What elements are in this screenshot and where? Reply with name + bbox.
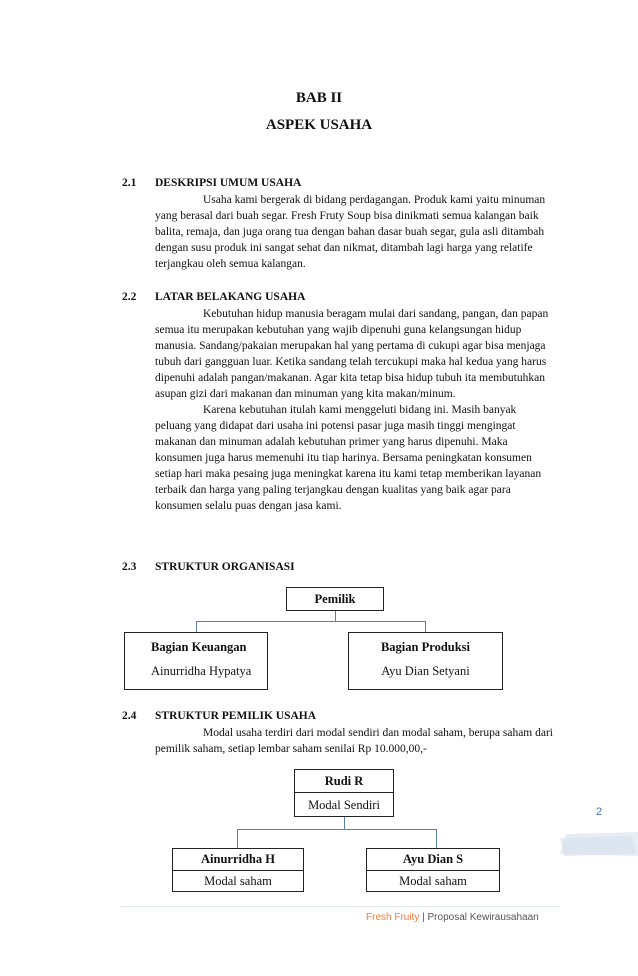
org-production-box — [348, 632, 503, 690]
section-title-description: DESKRIPSI UMUM USAHA — [155, 177, 302, 189]
paragraph: Kebutuhan hidup manusia beragam mulai dari sandang, pangan, dan papan semua itu merupakan kebutuhan yang wajib dipenuhi guna kelangsungan hidup manusia. Sandang/pakaian merupakan hal yang pertama di cukupi agar bisa menjaga tubuh dari gangguan luar. Ketika sandang telah tercukupi maka hal kedua yang harus dipenuhi adalah pangan/makanan. Agar kita tetap bisa hidup tubuh ita membutuhkan asupan gizi dari makanan dan minuman yang kita makan/minum. — [155, 308, 549, 400]
section-description-body — [155, 192, 555, 272]
owner-right-capital: Modal saham — [399, 874, 467, 888]
connector — [196, 621, 426, 622]
connector — [344, 817, 345, 829]
footer-divider — [120, 906, 560, 907]
owner-top-name: Rudi R — [295, 770, 393, 793]
org-finance-name: Ainurridha Hypatya — [151, 664, 252, 678]
connector — [237, 829, 437, 830]
owner-left-box — [172, 848, 304, 892]
footer — [366, 912, 539, 923]
page-number: 2 — [596, 806, 603, 818]
chapter-title: ASPEK USAHA — [265, 117, 373, 133]
connector — [237, 829, 238, 848]
section-number: 2.1 — [122, 177, 137, 189]
section-title-organization: STRUKTUR ORGANISASI — [155, 561, 295, 573]
section-number: 2.3 — [122, 561, 137, 573]
owner-right-name: Ayu Dian S — [367, 849, 499, 871]
connector — [425, 621, 426, 632]
org-production-name: Ayu Dian Setyani — [381, 664, 470, 678]
connector — [196, 621, 197, 632]
org-finance-box — [124, 632, 268, 690]
owner-top-capital: Modal Sendiri — [308, 798, 380, 812]
section-number: 2.4 — [122, 710, 137, 722]
org-owner-box: Pemilik — [286, 587, 384, 611]
page-corner-decoration — [560, 832, 638, 858]
connector — [436, 829, 437, 848]
footer-text: Proposal Kewirausahaan — [427, 912, 539, 923]
owner-left-name: Ainurridha H — [173, 849, 303, 871]
owner-top-box — [294, 769, 394, 817]
section-title-background: LATAR BELAKANG USAHA — [155, 291, 306, 303]
owner-left-capital: Modal saham — [204, 874, 272, 888]
owner-right-box — [366, 848, 500, 892]
section-number: 2.2 — [122, 291, 137, 303]
paragraph: Karena kebutuhan itulah kami menggeluti bidang ini. Masih banyak peluang yang didapat dari usaha ini potensi pasar juga masih tinggi mengingat makanan dan minuman adalah kebutuhan primer yang harus dipenuhi. Maka konsumen juga harus memenuhi itu tiap harinya. Bersama peningkatan konsumen setiap hari maka pesaing juga meningkat karena itu kami tetap memberikan layanan terbaik dan harga yang paling terjangkau dengan kualitas yang baik agar para konsumen selalu puas dengan jasa kami. — [155, 404, 542, 512]
footer-separator: | — [422, 912, 425, 923]
chapter-label: BAB II — [295, 90, 343, 106]
org-production-role: Bagian Produksi — [380, 640, 471, 654]
section-background-body — [155, 306, 555, 514]
paragraph: Modal usaha terdiri dari modal sendiri dan modal saham, berupa saham dari pemilik saham, setiap lembar saham senilai Rp 10.000,00,- — [155, 727, 554, 755]
section-title-ownership: STRUKTUR PEMILIK USAHA — [155, 710, 317, 722]
section-ownership-body — [155, 725, 555, 757]
paragraph: Usaha kami bergerak di bidang perdagangan. Produk kami yaitu minuman yang berasal dari buah segar. Fresh Fruty Soup bisa dinikmati semua kalangan baik balita, remaja, dan juga orang tua dengan bahan dasar buah segar, gula asli ditambah dengan susu produk ini sangat sehat dan nikmat, ditambah lagi harga yang relatife terjangkau oleh semua kalangan. — [155, 194, 546, 270]
footer-brand: Fresh Fruity — [366, 912, 420, 923]
org-finance-role: Bagian Keuangan — [151, 640, 247, 654]
connector — [335, 611, 336, 621]
